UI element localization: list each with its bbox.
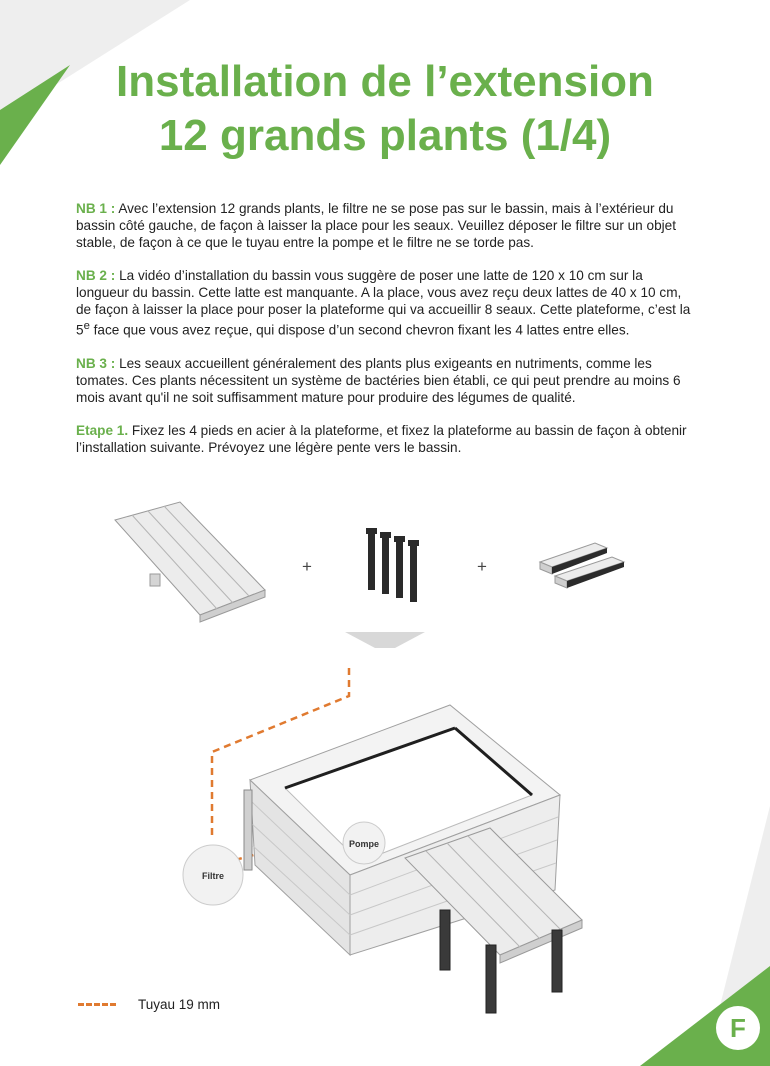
- slats-illustration: [540, 543, 624, 588]
- nb2-text-b: face que vous avez reçue, qui dispose d’un second chevron fixant les 4 lattes entre elles.: [89, 322, 630, 338]
- nb2-label: NB 2 :: [76, 268, 116, 283]
- steel-legs-illustration: [366, 528, 419, 602]
- step1-label: Etape 1.: [76, 422, 129, 438]
- installation-figure: [0, 490, 770, 1030]
- platform-illustration: [115, 502, 265, 622]
- title-line-2: 12 grands plants (1/4): [158, 111, 612, 160]
- instructions: [76, 200, 698, 472]
- nb1-text: Avec l’extension 12 grands plants, le filtre ne se pose pas sur le bassin, mais à l’extérieur du bassin côté gauche, de façon à laisser la place pour les seaux. Veuillez déposer le filtre sur un objet stable, de façon à ce que le tuyau entre la pompe et le filtre ne se torde pas.: [76, 201, 676, 250]
- title-line-1: Installation de l’extension: [116, 57, 654, 106]
- nb2-text-a: La vidéo d’installation du bassin vous suggère de poser une latte de 120 x 10 cm sur la longueur du bassin. Cette latte est manquante. A la place, vous avez reçu deux lattes de 40 x 10 cm, de façon à laisser la place pour poser la plateforme qui va accueillir 8 seaux. Cette plateforme, c’est la 5: [76, 268, 691, 338]
- page-title: [0, 55, 770, 163]
- step1-paragraph: [76, 422, 698, 456]
- pompe-callout: [343, 822, 385, 864]
- pompe-label: Pompe: [348, 839, 380, 849]
- plus-sign-2: +: [477, 557, 487, 576]
- nb2-paragraph: [76, 267, 698, 339]
- brand-logo: [716, 1006, 760, 1050]
- dashed-line-swatch: [78, 1003, 116, 1006]
- nb3-label: NB 3 :: [76, 355, 116, 371]
- arrow-down-shape: [345, 632, 425, 648]
- plus-sign-1: +: [302, 557, 312, 576]
- nb1-paragraph: [76, 200, 698, 251]
- filtre-label: Filtre: [201, 871, 225, 881]
- nb3-paragraph: [76, 355, 698, 406]
- filtre-callout: [183, 845, 243, 905]
- legend-label: Tuyau 19 mm: [138, 997, 221, 1012]
- logo-text: F: [730, 1012, 746, 1043]
- nb3-text: Les seaux accueillent généralement des plants plus exigeants en nutriments, comme les tomates. Ces plants nécessitent un système de bactéries bien établi, ce qui peut prendre au moins 6 mois avant qu'il ne soit suffisamment mature pour produire des légumes de qualité.: [76, 355, 681, 405]
- nb1-label: NB 1 :: [76, 201, 116, 216]
- nb2-superscript: e: [83, 320, 90, 332]
- pipe-legend: [78, 997, 220, 1012]
- step1-text: Fixez les 4 pieds en acier à la plateforme, et fixez la plateforme au bassin de façon à obtenir l’installation suivante. Prévoyez une légère pente vers le bassin.: [76, 422, 687, 455]
